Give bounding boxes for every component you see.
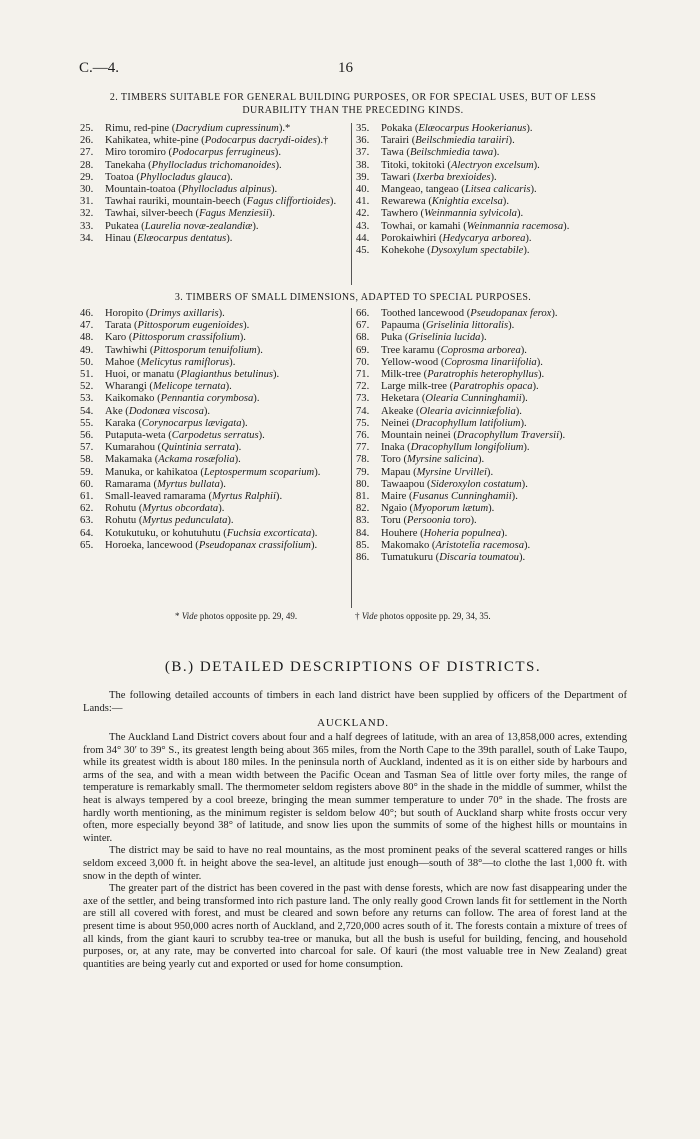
item-number: 46. [80, 308, 94, 319]
list-item [356, 123, 628, 135]
list-item [356, 418, 628, 430]
item-number: 76. [356, 430, 370, 442]
list-item [80, 491, 348, 503]
item-number: 45. [356, 245, 370, 257]
item-text: Tawari (Ixerba brexioides). [381, 171, 497, 183]
item-number: 67. [356, 320, 370, 332]
list-item [356, 345, 628, 357]
list-item [80, 160, 348, 172]
item-text: Ngaio (Myoporum lætum). [381, 503, 495, 515]
list-item [80, 233, 348, 245]
item-text: Pokaka (Elæocarpus Hookerianus). [381, 123, 533, 134]
item-number: 44. [356, 232, 370, 244]
list-item [80, 393, 348, 405]
item-text: Rohutu (Myrtus obcordata). [105, 503, 225, 515]
body-paragraph: The Auckland Land District covers about four and a half degrees of latitude, with an area of 13,858,000 acres, extending from 34° 30′ to 39° S., its greatest length being about 365 miles, from the North Cape to the 39th parallel, south of Lake Taupo, while its greatest width is about 180 miles. In the peninsula north of Auckland, indented as it is on either side by harbours and arms of the sea, and with a mean width between the Pacific Ocean and Tasman Sea of little over forty miles, the range of temperature is remarkably small. The thermometer seldom registers above 80° in the shade in the middle of summer, whilst the heat is always tempered by a cool breeze, bringing the mean summer temperature to under 70° in the shade. The frosts are hardly worth mentioning, as the minimum register is seldom below 40°; but south of Auckland sharp white frosts occur very often, more especially beyond 38° of latitude, and snow lies upon the summits of some of the highest hills or mountains in winter. [83, 732, 627, 844]
list-item [80, 357, 348, 369]
list-item [356, 245, 628, 257]
item-number: 69. [356, 344, 370, 356]
section-3-right-list [356, 308, 628, 564]
footnote-left: * Vide photos opposite pp. 29, 49. [175, 611, 298, 621]
item-number: 72. [356, 381, 370, 393]
item-text: Porokaiwhiri (Hedycarya arborea). [381, 232, 532, 244]
item-number: 55. [80, 417, 94, 429]
list-item [356, 381, 628, 393]
item-number: 42. [356, 208, 370, 220]
list-item [80, 540, 348, 552]
list-item [356, 491, 628, 503]
item-text: Mahoe (Melicytus ramiflorus). [105, 356, 236, 368]
item-text: Puka (Griselinia lucida). [381, 332, 487, 344]
section-2-heading-line2: DURABILITY THAN THE PRECEDING KINDS. [242, 104, 464, 116]
item-number: 82. [356, 503, 370, 515]
list-item [356, 369, 628, 381]
item-text: Tree karamu (Coprosma arborea). [381, 344, 527, 356]
item-number: 59. [80, 466, 94, 478]
item-text: Mangeao, tangeao (Litsea calicaris). [381, 184, 537, 196]
section-3-left-list [80, 308, 348, 552]
list-item [356, 442, 628, 454]
item-number: 65. [80, 539, 94, 551]
item-text: Toothed lancewood (Pseudopanax ferox). [381, 308, 558, 319]
list-item [80, 135, 348, 147]
list-item [356, 430, 628, 442]
item-text: Tumatukuru (Discaria toumatou). [381, 552, 526, 564]
item-number: 30. [80, 184, 94, 196]
list-item [80, 430, 348, 442]
item-text: Yellow-wood (Coprosma linariifolia). [381, 356, 543, 368]
item-text: Tarairi (Beilschmiedia taraiiri). [381, 135, 515, 147]
item-number: 64. [80, 527, 94, 539]
item-text: Karo (Pittosporum crassifolium). [105, 332, 246, 344]
item-text: Kohekohe (Dysoxylum spectabile). [381, 245, 530, 257]
list-item [80, 442, 348, 454]
item-number: 47. [80, 320, 94, 332]
item-text: Kotukutuku, or kohutuhutu (Fuchsia excorticata). [105, 527, 318, 539]
item-text: Makamaka (Ackama rosæfolia). [105, 454, 241, 466]
list-item [356, 184, 628, 196]
item-text: Neinei (Dracophyllum latifolium). [381, 417, 527, 429]
document-code: C.—4. [79, 60, 120, 76]
list-item [356, 160, 628, 172]
district-text [83, 732, 627, 971]
list-item [356, 454, 628, 466]
item-number: 52. [80, 381, 94, 393]
district-heading: AUCKLAND. [317, 717, 389, 729]
item-number: 33. [80, 220, 94, 232]
item-number: 83. [356, 515, 370, 527]
list-item [80, 320, 348, 332]
list-item [356, 172, 628, 184]
item-text: Huoi, or manatu (Plagianthus betulinus). [105, 369, 280, 381]
item-number: 62. [80, 503, 94, 515]
item-text: Heketara (Olearia Cunninghamii). [381, 393, 528, 405]
item-text: Tawhero (Weinmannia sylvicola). [381, 208, 524, 220]
item-text: Putaputa-weta (Carpodetus serratus). [105, 430, 265, 442]
item-text: Horoeka, lancewood (Pseudopanax crassifolium). [105, 539, 318, 551]
list-item [356, 357, 628, 369]
item-text: Papauma (Griselinia littoralis). [381, 320, 515, 332]
item-number: 81. [356, 491, 370, 503]
item-text: Mountain-toatoa (Phyllocladus alpinus). [105, 184, 278, 196]
list-item [356, 528, 628, 540]
list-item [356, 503, 628, 515]
list-item [356, 479, 628, 491]
item-number: 70. [356, 356, 370, 368]
list-item [356, 467, 628, 479]
item-number: 37. [356, 147, 370, 159]
list-item [356, 540, 628, 552]
intro-paragraph: The following detailed accounts of timbers in each land district have been supplied by officers of the Department of Lands:— [83, 690, 627, 714]
list-item [80, 515, 348, 527]
item-number: 31. [80, 196, 94, 208]
body-paragraph: The district may be said to have no real mountains, as the most prominent peaks of the several scattered ranges or hills seldom exceed 3,000 ft. in height above the sea-level, an altitude just enough—south of 38°—to clothe the last 1,000 ft. with snow in the depth of winter. [83, 845, 627, 882]
item-text: Tawaapou (Sideroxylon costatum). [381, 478, 528, 490]
list-item [80, 123, 348, 135]
item-text: Manuka, or kahikatoa (Leptospermum scoparium). [105, 466, 321, 478]
item-number: 78. [356, 454, 370, 466]
list-item [356, 332, 628, 344]
list-item [356, 406, 628, 418]
item-text: Towhai, or kamahi (Weinmannia racemosa). [381, 220, 570, 232]
list-item [80, 184, 348, 196]
item-text: Tawhai, silver-beech (Fagus Menziesii). [105, 208, 275, 220]
item-number: 43. [356, 220, 370, 232]
item-text: Large milk-tree (Paratrophis opaca). [381, 381, 539, 393]
item-text: Karaka (Corynocarpus lævigata). [105, 417, 248, 429]
item-text: Tarata (Pittosporum eugenioides). [105, 320, 250, 332]
item-number: 38. [356, 159, 370, 171]
list-item [80, 221, 348, 233]
item-text: Houhere (Hoheria populnea). [381, 527, 508, 539]
list-item [356, 135, 628, 147]
item-number: 25. [80, 123, 94, 134]
item-text: Milk-tree (Paratrophis heterophyllus). [381, 369, 545, 381]
list-item [356, 308, 628, 320]
item-text: Kaikomako (Pennantia corymbosa). [105, 393, 260, 405]
item-text: Tawhiwhi (Pittosporum tenuifolium). [105, 344, 263, 356]
item-number: 40. [356, 184, 370, 196]
item-text: Ake (Dodonæa viscosa). [105, 405, 211, 417]
item-number: 50. [80, 356, 94, 368]
list-item [80, 467, 348, 479]
section-2-right-list [356, 123, 628, 257]
item-number: 57. [80, 442, 94, 454]
list-item [80, 418, 348, 430]
list-item [80, 454, 348, 466]
section-3-heading: 3. TIMBERS OF SMALL DIMENSIONS, ADAPTED TO SPECIAL PURPOSES. [174, 292, 532, 303]
item-text: Inaka (Dracophyllum longifolium). [381, 442, 530, 454]
list-item [80, 147, 348, 159]
list-item [80, 208, 348, 220]
item-text: Toro (Myrsine salicina). [381, 454, 485, 466]
item-text: Wharangi (Melicope ternata). [105, 381, 232, 393]
list-item [80, 369, 348, 381]
item-number: 54. [80, 405, 94, 417]
item-text: Kahikatea, white-pine (Podocarpus dacrydi-oides).† [105, 135, 329, 147]
list-item [356, 515, 628, 527]
item-text: Tawhai rauriki, mountain-beech (Fagus cliffortioides). [105, 196, 337, 208]
item-number: 36. [356, 135, 370, 147]
item-number: 80. [356, 478, 370, 490]
item-text: Akeake (Olearia avicinniæfolia). [381, 405, 522, 417]
list-item [80, 528, 348, 540]
item-text: Toatoa (Phyllocladus glauca). [105, 171, 233, 183]
section-2-left-list [80, 123, 348, 245]
list-item [356, 221, 628, 233]
list-item [80, 172, 348, 184]
item-text: Rewarewa (Knightia excelsa). [381, 196, 509, 208]
item-number: 63. [80, 515, 94, 527]
list-item [356, 233, 628, 245]
item-number: 32. [80, 208, 94, 220]
item-text: Tawa (Beilschmiedia tawa). [381, 147, 500, 159]
section-2-heading-line1: 2. TIMBERS SUITABLE FOR GENERAL BUILDING PURPOSES, OR FOR SPECIAL USES, BUT OF LESS [109, 92, 597, 103]
list-item [356, 147, 628, 159]
item-text: Mountain neinei (Dracophyllum Traversii). [381, 430, 566, 442]
list-item [80, 332, 348, 344]
item-number: 27. [80, 147, 94, 159]
column-divider [351, 123, 352, 285]
section-2-heading [79, 92, 627, 117]
item-number: 26. [80, 135, 94, 147]
list-item [356, 393, 628, 405]
item-number: 51. [80, 369, 94, 381]
item-number: 34. [80, 232, 94, 244]
item-number: 53. [80, 393, 94, 405]
item-text: Small-leaved ramarama (Myrtus Ralphii). [105, 491, 283, 503]
item-number: 35. [356, 123, 370, 134]
list-item [356, 552, 628, 564]
item-text: Kumarahou (Quintinia serrata). [105, 442, 242, 454]
item-number: 77. [356, 442, 370, 454]
item-text: Hinau (Elæocarpus dentatus). [105, 232, 233, 244]
item-text: Maire (Fusanus Cunninghamii). [381, 491, 518, 503]
item-number: 85. [356, 539, 370, 551]
page-number: 16 [338, 60, 353, 76]
item-number: 39. [356, 171, 370, 183]
item-text: Mapau (Myrsine Urvillei). [381, 466, 494, 478]
item-number: 66. [356, 308, 370, 319]
item-number: 79. [356, 466, 370, 478]
item-number: 28. [80, 159, 94, 171]
list-item [356, 320, 628, 332]
item-number: 29. [80, 171, 94, 183]
item-number: 49. [80, 344, 94, 356]
item-number: 73. [356, 393, 370, 405]
item-number: 48. [80, 332, 94, 344]
item-number: 68. [356, 332, 370, 344]
footnote-right: † Vide photos opposite pp. 29, 34, 35. [355, 611, 491, 621]
body-paragraph: The greater part of the district has been covered in the past with dense forests, which are now fast disappearing under the axe of the settler, and being transformed into rich pasture land. The only really good Crown lands fit for settlement in the North are still all covered with forest, and must be cleared and sown before any returns can follow. The area of forest land at the present time is about 950,000 acres north of Auckland, and 2,720,000 acres south of it. The forests contain a mixture of trees of all kinds, from the giant kauri to scrubby tea-tree or manuka, but all the bush is useful for building, fencing, and household purposes, or, at any rate, may be converted into charcoal for sale. Of kauri (the most valuable tree in New Zealand) great quantities are being yearly cut and exported or used for home consumption. [83, 883, 627, 970]
item-number: 84. [356, 527, 370, 539]
item-text: Pukatea (Laurelia novæ-zealandiæ). [105, 220, 259, 232]
item-text: Titoki, tokitoki (Alectryon excelsum). [381, 159, 540, 171]
item-text: Toru (Persoonia toro). [381, 515, 477, 527]
list-item [356, 208, 628, 220]
list-item [80, 503, 348, 515]
item-text: Tanekaha (Phyllocladus trichomanoides). [105, 159, 282, 171]
item-text: Miro toromiro (Podocarpus ferrugineus). [105, 147, 281, 159]
column-divider [351, 308, 352, 608]
list-item [80, 308, 348, 320]
item-text: Makomako (Aristotelia racemosa). [381, 539, 531, 551]
list-item [80, 406, 348, 418]
item-number: 41. [356, 196, 370, 208]
item-text: Rimu, red-pine (Dacrydium cupressinum).* [105, 123, 291, 134]
item-number: 56. [80, 430, 94, 442]
item-number: 75. [356, 417, 370, 429]
list-item [80, 479, 348, 491]
list-item [80, 196, 348, 208]
item-number: 74. [356, 405, 370, 417]
list-item [80, 345, 348, 357]
part-b-heading: (B.) DETAILED DESCRIPTIONS OF DISTRICTS. [164, 659, 542, 675]
list-item [80, 381, 348, 393]
item-number: 58. [80, 454, 94, 466]
item-text: Horopito (Drimys axillaris). [105, 308, 225, 319]
item-text: Ramarama (Myrtus bullata). [105, 478, 226, 490]
item-number: 61. [80, 491, 94, 503]
item-number: 86. [356, 552, 370, 564]
item-text: Rohutu (Myrtus pedunculata). [105, 515, 234, 527]
item-number: 71. [356, 369, 370, 381]
item-number: 60. [80, 478, 94, 490]
list-item [356, 196, 628, 208]
